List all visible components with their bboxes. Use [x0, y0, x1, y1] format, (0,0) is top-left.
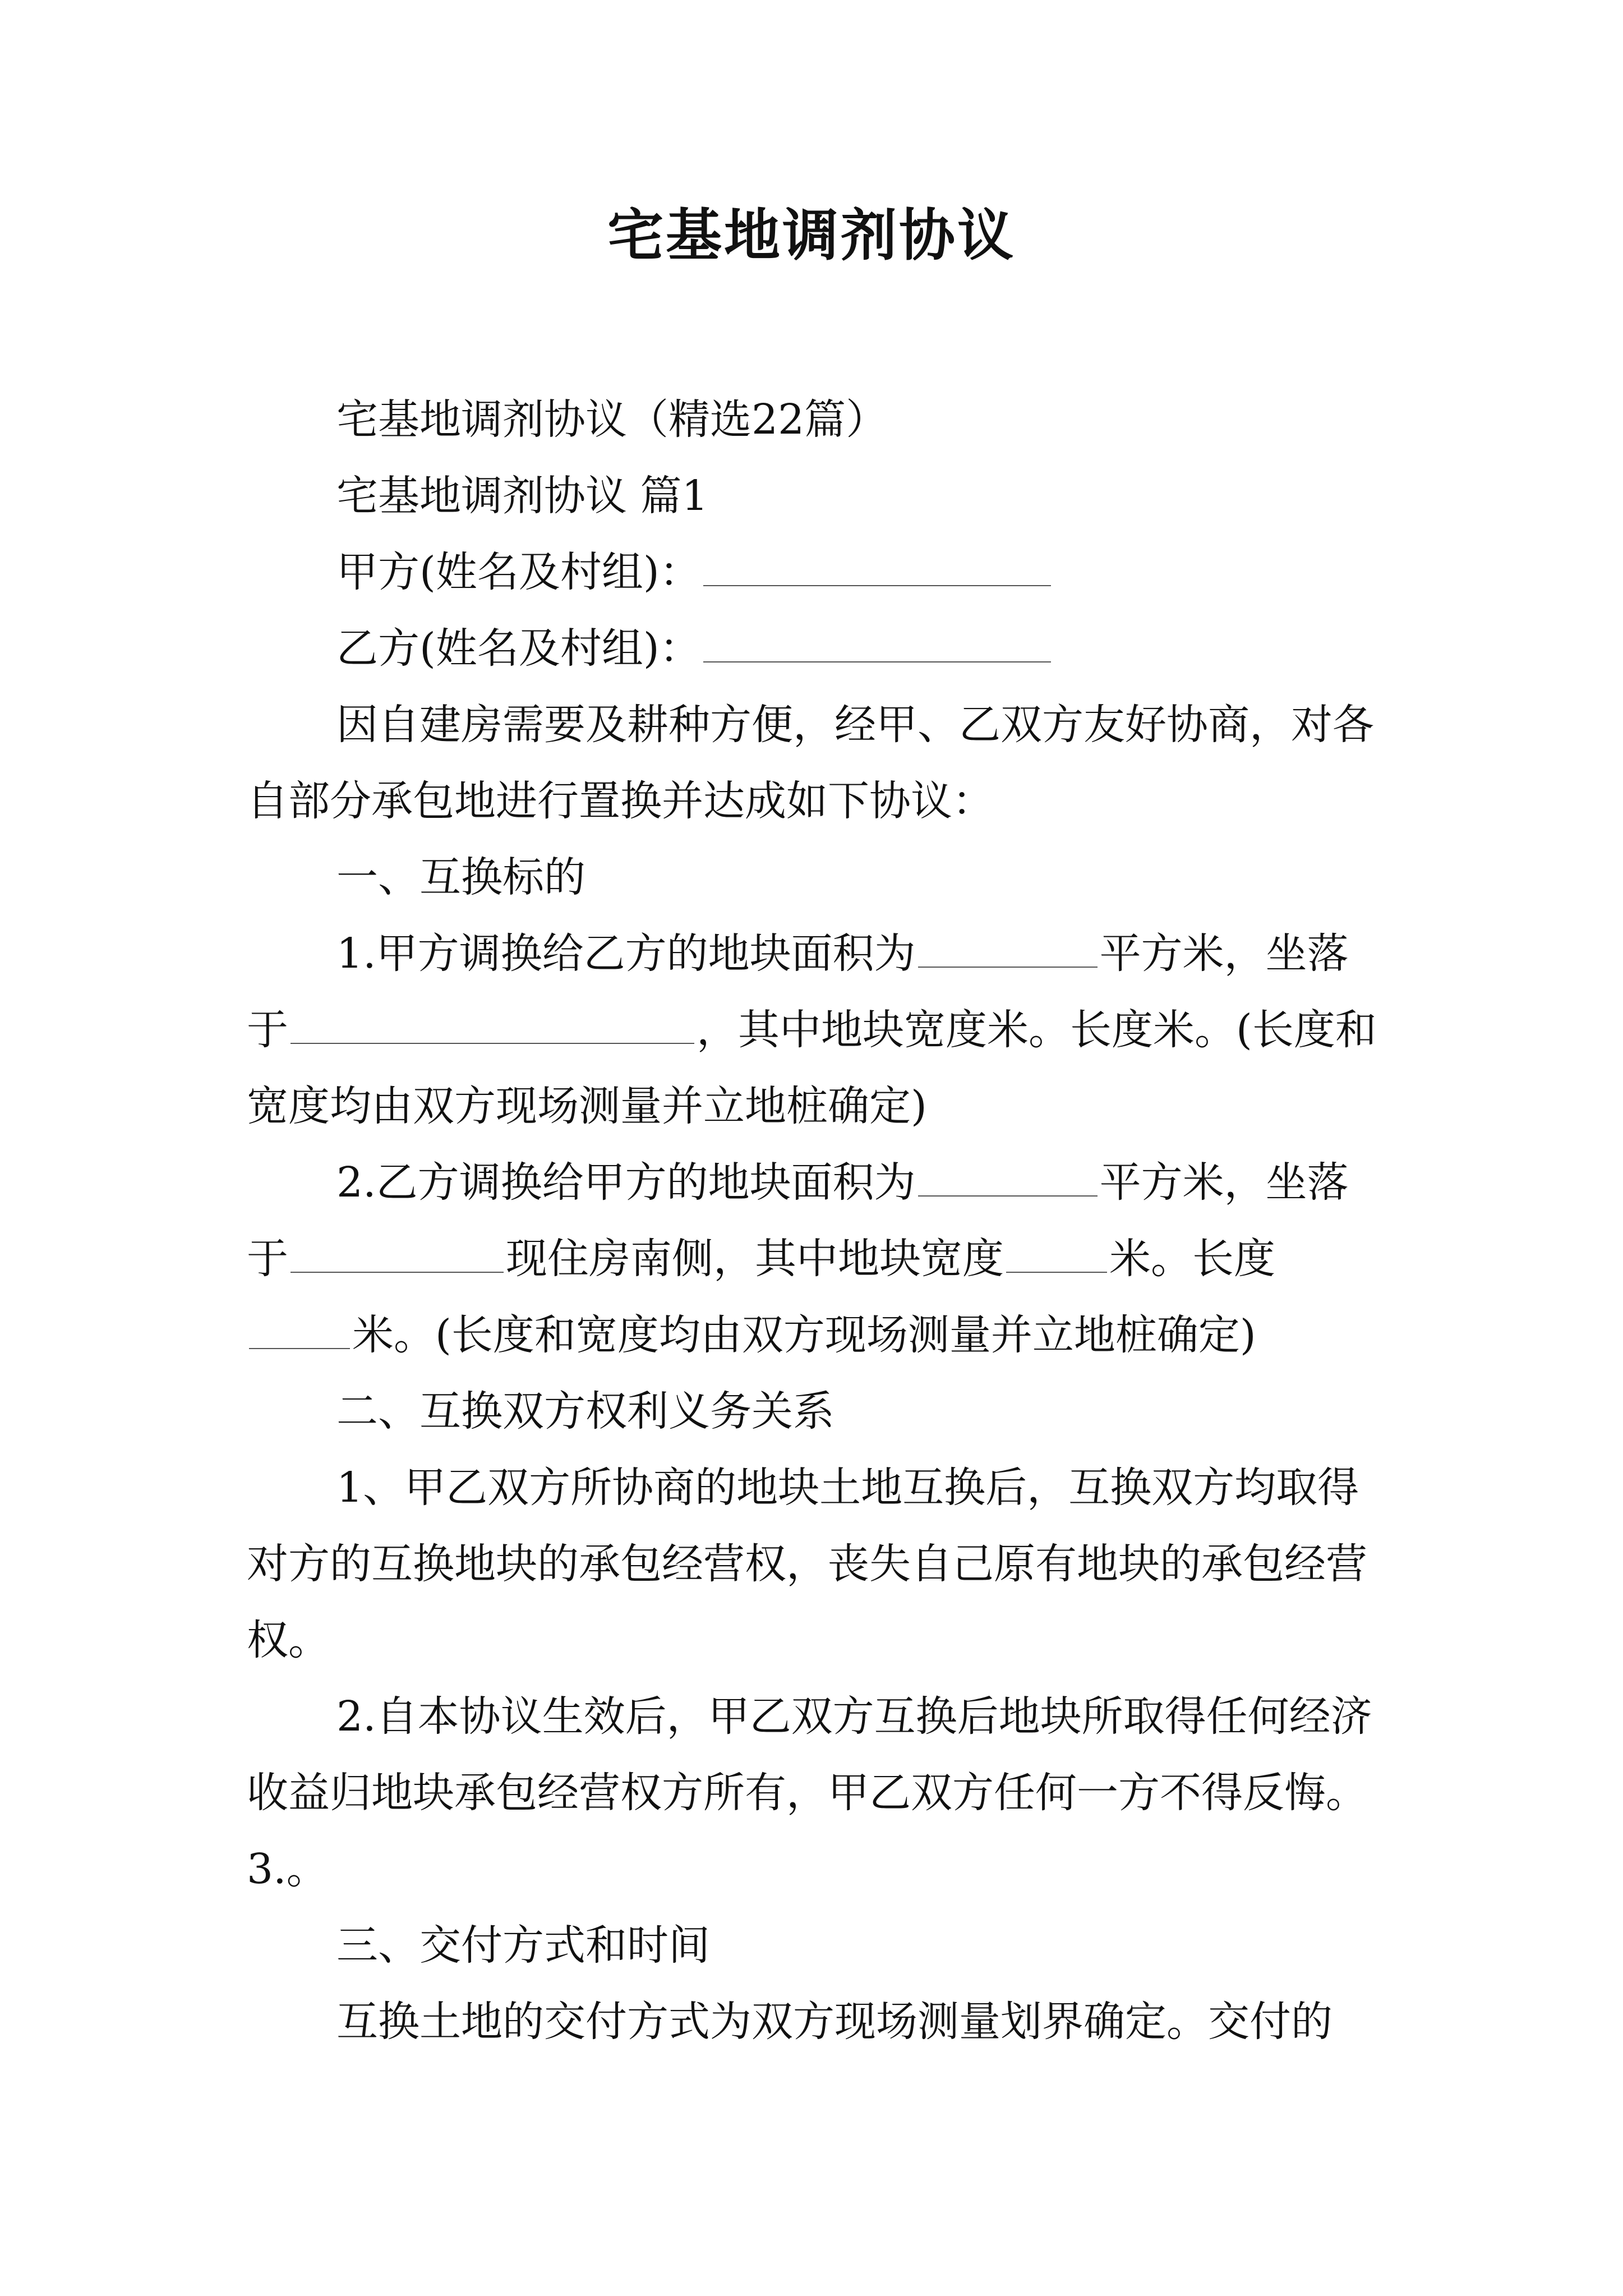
rights1-paragraph: 1、甲乙双方所协商的地块土地互换后，互换双方均取得对方的互换地块的承包经营权，丧失自己原有地块的承包经营权。 — [247, 1464, 1367, 1664]
delivery-paragraph: 互换土地的交付方式为双方现场测量划界确定。交付的 — [336, 1998, 1332, 2046]
item2-width-blank — [1006, 1230, 1107, 1273]
party-a-blank — [703, 544, 1051, 586]
item2-area-blank — [918, 1154, 1098, 1197]
subtitle: 宅基地调剂协议（精选22篇） — [336, 395, 888, 444]
item2-paragraph — [247, 1144, 1380, 1373]
item1-text-a: 1.甲方调换给乙方的地块面积为 — [336, 930, 916, 978]
item2-text-b: 平方米，坐落于 — [247, 1158, 1349, 1283]
article-heading: 宅基地调剂协议 篇1 — [336, 472, 708, 520]
section2-heading: 二、互换双方权利义务关系 — [336, 1387, 834, 1435]
item2-length-blank — [249, 1306, 350, 1349]
item2-text-d: 米。长度 — [1109, 1235, 1275, 1283]
section3-heading: 三、交付方式和时间 — [336, 1921, 710, 1970]
item1-text-c: ，其中地块宽度米。长度米。(长度和宽度均由双方现场测量并立地桩确定) — [247, 1006, 1377, 1130]
party-b-label: 乙方(姓名及村组)： — [336, 624, 701, 673]
item2-location-blank — [291, 1230, 504, 1273]
item1-location-blank — [291, 1001, 694, 1044]
section1-heading: 一、互换标的 — [336, 853, 585, 901]
party-a-label: 甲方(姓名及村组)： — [336, 548, 701, 596]
item1-text-b: 平方米，坐落于 — [247, 930, 1349, 1054]
party-b-blank — [703, 620, 1051, 662]
party-b-line — [247, 610, 1380, 687]
item2-text-e: 米。(长度和宽度均由双方现场测量并立地桩确定) — [352, 1311, 1256, 1359]
item2-text-c: 现住房南侧，其中地块宽度 — [506, 1235, 1004, 1283]
document-title: 宅基地调剂协议 — [607, 203, 1016, 268]
item1-area-blank — [918, 925, 1098, 968]
document-body — [247, 381, 1380, 2060]
party-a-line — [247, 534, 1380, 610]
item1-paragraph — [247, 915, 1380, 1144]
intro-paragraph: 因自建房需要及耕种方便，经甲、乙双方友好协商，对各自部分承包地进行置换并达成如下协议： — [247, 701, 1374, 825]
rights2-paragraph: 2.自本协议生效后，甲乙双方互换后地块所取得任何经济收益归地块承包经营权方所有，甲乙双方任何一方不得反悔。3.。 — [247, 1692, 1372, 1893]
item2-text-a: 2.乙方调换给甲方的地块面积为 — [336, 1158, 916, 1207]
